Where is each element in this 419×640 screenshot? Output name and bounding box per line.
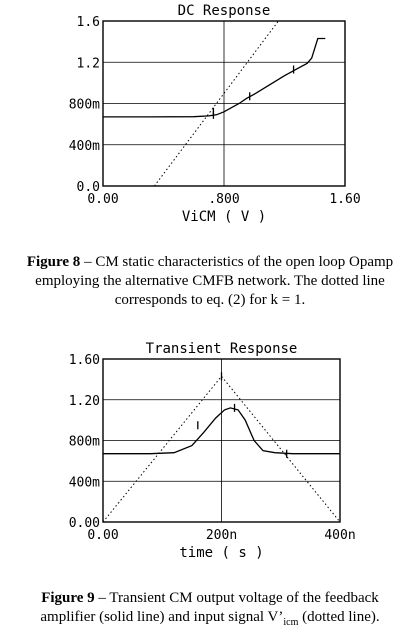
figure-9-caption-text: – Transient CM output voltage of the feedback amplifier (solid line) and input signal V’	[40, 590, 379, 625]
figure-8-chart	[0, 0, 419, 240]
x-tick-label: 0.00	[87, 528, 119, 543]
figure-8-caption-text: – CM static characteristics of the open loop Opamp employing the alternative CMFB network. The dotted line corresponds to eq. (2) for k = 1.	[35, 254, 394, 308]
y-tick-label: 400m	[68, 475, 100, 491]
x-axis-label: ViCM ( V )	[181, 209, 267, 225]
y-tick-label: 1.6	[76, 15, 100, 30]
figure-8-caption	[14, 253, 406, 310]
x-tick-label: 1.60	[329, 192, 361, 207]
x-tick-label: 200n	[205, 528, 238, 543]
y-tick-label: 800m	[68, 97, 100, 113]
figure-9-chart	[0, 332, 419, 577]
x-tick-label: 400n	[324, 528, 356, 543]
y-tick-label: 0.00	[68, 516, 100, 531]
y-tick-label: 1.2	[76, 56, 100, 72]
y-tick-label: 1.20	[68, 393, 100, 409]
y-tick-label: 1.60	[68, 353, 100, 368]
x-axis-label: time ( s )	[179, 545, 264, 561]
y-tick-label: 400m	[68, 138, 100, 154]
chart-title: Transient Response	[145, 341, 298, 357]
x-tick-label: 0.00	[87, 192, 119, 207]
x-tick-label: .800	[208, 192, 240, 207]
figure-9-label: Figure 9	[41, 590, 95, 606]
chart-title: DC Response	[177, 3, 271, 19]
series-solid-line	[103, 39, 325, 117]
figure-9-caption-text-end: (dotted line).	[298, 609, 380, 625]
figure-9-caption	[14, 589, 406, 632]
y-tick-label: 800m	[68, 434, 100, 450]
y-tick-label: 0.0	[76, 180, 100, 195]
figure-9-caption-subscript: icm	[283, 617, 299, 628]
figure-8-label: Figure 8	[26, 254, 81, 270]
